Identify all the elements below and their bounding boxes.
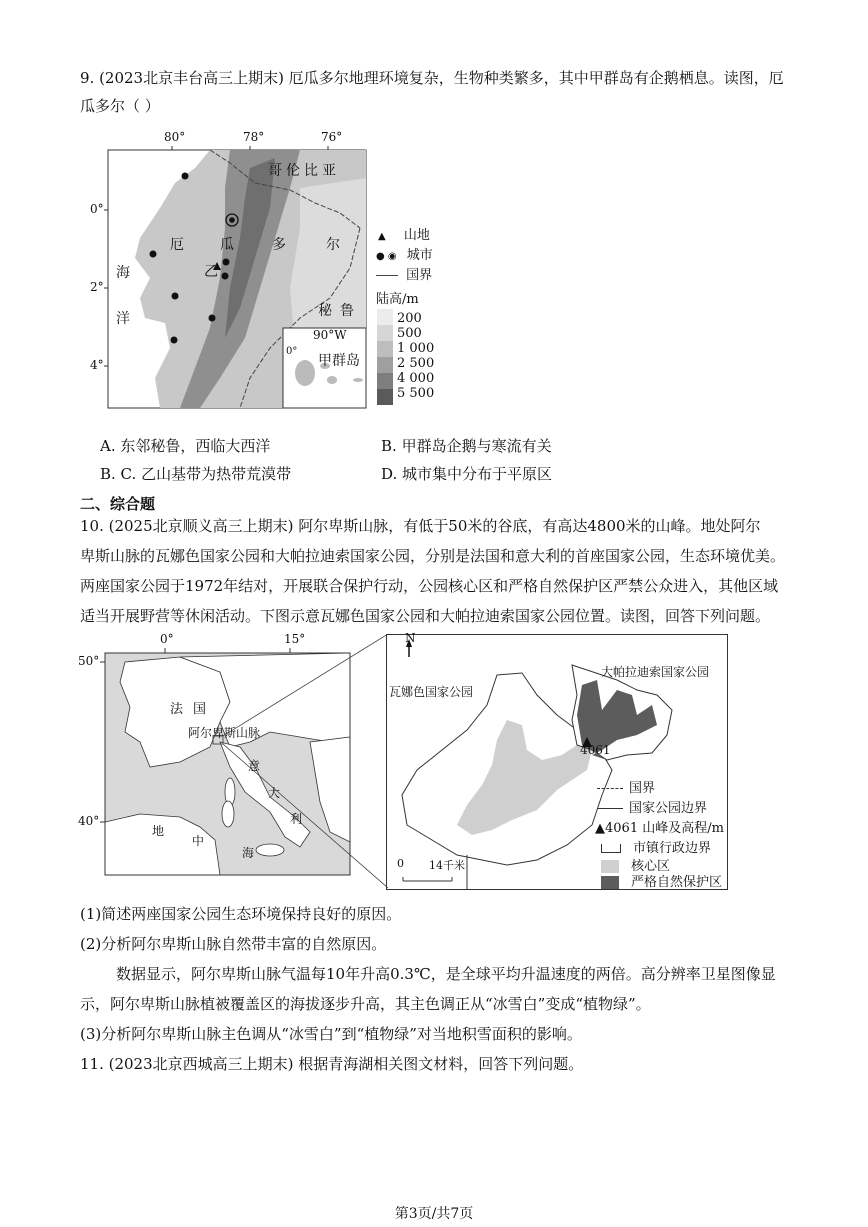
label-colombia: 哥伦比亚 [268, 163, 340, 179]
label-italy-da: 大 [268, 786, 281, 800]
legend-mountain: ▲ 山地 [378, 228, 430, 243]
europe-map [70, 632, 390, 890]
lat-tick-0: 0° [90, 202, 104, 216]
option-d[interactable]: D. 城市集中分布于平原区 [381, 465, 553, 483]
parks-map-figure [386, 631, 728, 890]
legend-border: 国界 [376, 264, 432, 283]
elevation-level-label: 1 000 [397, 341, 435, 356]
label-peru: 秘鲁 [318, 303, 362, 319]
north-arrow-label: N [405, 631, 416, 645]
subquestion-2: (2)分析阿尔卑斯山脉自然带丰富的自然原因。 [80, 935, 387, 953]
elevation-level-label: 500 [397, 326, 422, 341]
legend-city: ● ◉ 城市 [376, 248, 433, 263]
label-alps: 阿尔卑斯山脉 [188, 726, 261, 740]
scale-end: 14千米 [429, 859, 465, 872]
legend-national-border: 国界 [597, 777, 655, 796]
label-ecuador-gua: 瓜 [220, 237, 234, 253]
lon-tick-80: 80° [164, 130, 186, 144]
mountain-icon: ▲ [378, 231, 386, 242]
solid-line-icon [597, 808, 623, 809]
label-sea-zhong: 中 [192, 834, 205, 848]
elevation-level-label: 2 500 [397, 356, 435, 371]
section-title-comprehensive: 二、综合题 [80, 495, 156, 513]
elevation-swatch-2500 [377, 357, 393, 373]
border-line-icon [376, 275, 398, 276]
lon-tick-78: 78° [243, 130, 265, 144]
elevation-swatch-500 [377, 325, 393, 341]
peak-elevation-label: 4061 [580, 743, 611, 757]
question-9-stem-line1: 9. (2023北京丰台高三上期末) 厄瓜多尔地理环境复杂，生物种类繁多，其中甲群岛有企鹅栖息。读图，厄 [80, 69, 784, 87]
inset-label-jia-islands: 甲群岛 [318, 353, 360, 369]
material-paragraph-line1: 数据显示，阿尔卑斯山脉气温每10年升高0.3℃，是全球平均升温速度的两倍。高分辨率卫星图像显 [116, 965, 776, 983]
option-c[interactable]: B. C. 乙山基带为热带荒漠带 [100, 465, 292, 483]
page-number: 第3页/共7页 [394, 1206, 474, 1222]
material-paragraph-line2: 示，阿尔卑斯山脉植被覆盖区的海拔逐步升高，其主色调正从“冰雪白”变成“植物绿”。 [80, 995, 651, 1013]
label-vanoise-park: 瓦娜色国家公园 [389, 685, 474, 699]
elevation-level-label: 4 000 [397, 371, 435, 386]
elevation-level-label: 5 500 [397, 386, 435, 401]
label-mountain-yi: 乙 [204, 264, 218, 280]
label-ecuador-e: 厄 [170, 237, 184, 253]
legend-park-boundary: 国家公园边界 [597, 797, 707, 816]
label-ocean-hai: 海 [116, 265, 130, 281]
label-france: 法国 [170, 702, 217, 717]
legend-elevation-title: 陆高/m [376, 292, 419, 307]
label-sea-di: 地 [152, 824, 165, 838]
elevation-swatch-200 [377, 309, 393, 325]
question-10-line3: 两座国家公园于1972年结对，开展联合保护行动，公园核心区和严格自然保护区严禁公众进入，其他区域 [80, 577, 779, 595]
legend-peak: ▲4061 山峰及高程/m [595, 821, 724, 836]
label-ecuador-duo: 多 [272, 237, 286, 253]
lat-tick-50: 50° [78, 654, 100, 668]
lon-tick-15: 15° [284, 632, 306, 646]
inset-lat-label: 0° [286, 346, 298, 357]
ecuador-map-figure [90, 128, 450, 413]
question-10-line2: 卑斯山脉的瓦娜色国家公园和大帕拉迪索国家公园，分别是法国和意大利的首座国家公园，生态环境优美。 [80, 547, 786, 565]
label-gran-paradiso-park: 大帕拉迪索国家公园 [601, 665, 710, 679]
inset-lon-label: 90°W [313, 328, 347, 342]
elevation-level-label: 200 [397, 311, 422, 326]
question-11-stem: 11. (2023北京西城高三上期末) 根据青海湖相关图文材料，回答下列问题。 [80, 1055, 584, 1073]
legend-core-zone: 核心区 [601, 855, 670, 874]
elevation-swatch-5500 [377, 389, 393, 405]
legend-admin-boundary: 市镇行政边界 [601, 837, 711, 856]
peak-triangle-icon: ▲ [595, 821, 605, 836]
lat-tick-2: 2° [90, 280, 104, 294]
lon-tick-0: 0° [160, 632, 174, 646]
city-icon: ● ◉ [376, 251, 397, 262]
elevation-swatch-4000 [377, 373, 393, 389]
label-italy-yi: 意 [248, 759, 261, 773]
admin-boundary-swatch [601, 844, 621, 853]
dash-dot-line-icon [597, 788, 623, 789]
label-sea-hai: 海 [242, 846, 255, 860]
elevation-scale-bar [377, 309, 393, 405]
lon-tick-76: 76° [321, 130, 343, 144]
strict-reserve-swatch [601, 876, 619, 889]
europe-map-figure [70, 632, 390, 890]
question-9-stem-line2: 瓜多尔（ ） [80, 97, 160, 115]
label-ecuador-er: 尔 [326, 237, 340, 253]
scale-start: 0 [397, 857, 404, 870]
legend-strict-reserve: 严格自然保护区 [601, 871, 722, 890]
elevation-swatch-1000 [377, 341, 393, 357]
question-10-line4: 适当开展野营等休闲活动。下图示意瓦娜色国家公园和大帕拉迪索国家公园位置。读图，回答下列问题。 [80, 607, 771, 625]
subquestion-3: (3)分析阿尔卑斯山脉主色调从“冰雪白”到“植物绿”对当地积雪面积的影响。 [80, 1025, 582, 1043]
option-b[interactable]: B. 甲群岛企鹅与寒流有关 [381, 437, 552, 455]
elevation-scale-labels [397, 311, 434, 401]
lat-tick-40: 40° [78, 814, 100, 828]
label-italy-li: 利 [290, 812, 303, 826]
option-a[interactable]: A. 东邻秘鲁，西临大西洋 [100, 437, 271, 455]
subquestion-1: (1)简述两座国家公园生态环境保持良好的原因。 [80, 905, 402, 923]
question-10-line1: 10. (2025北京顺义高三上期末) 阿尔卑斯山脉，有低于50米的谷底，有高达4800米的山峰。地处阿尔 [80, 517, 761, 535]
lat-tick-4: 4° [90, 358, 104, 372]
label-ocean-yang: 洋 [116, 311, 130, 327]
